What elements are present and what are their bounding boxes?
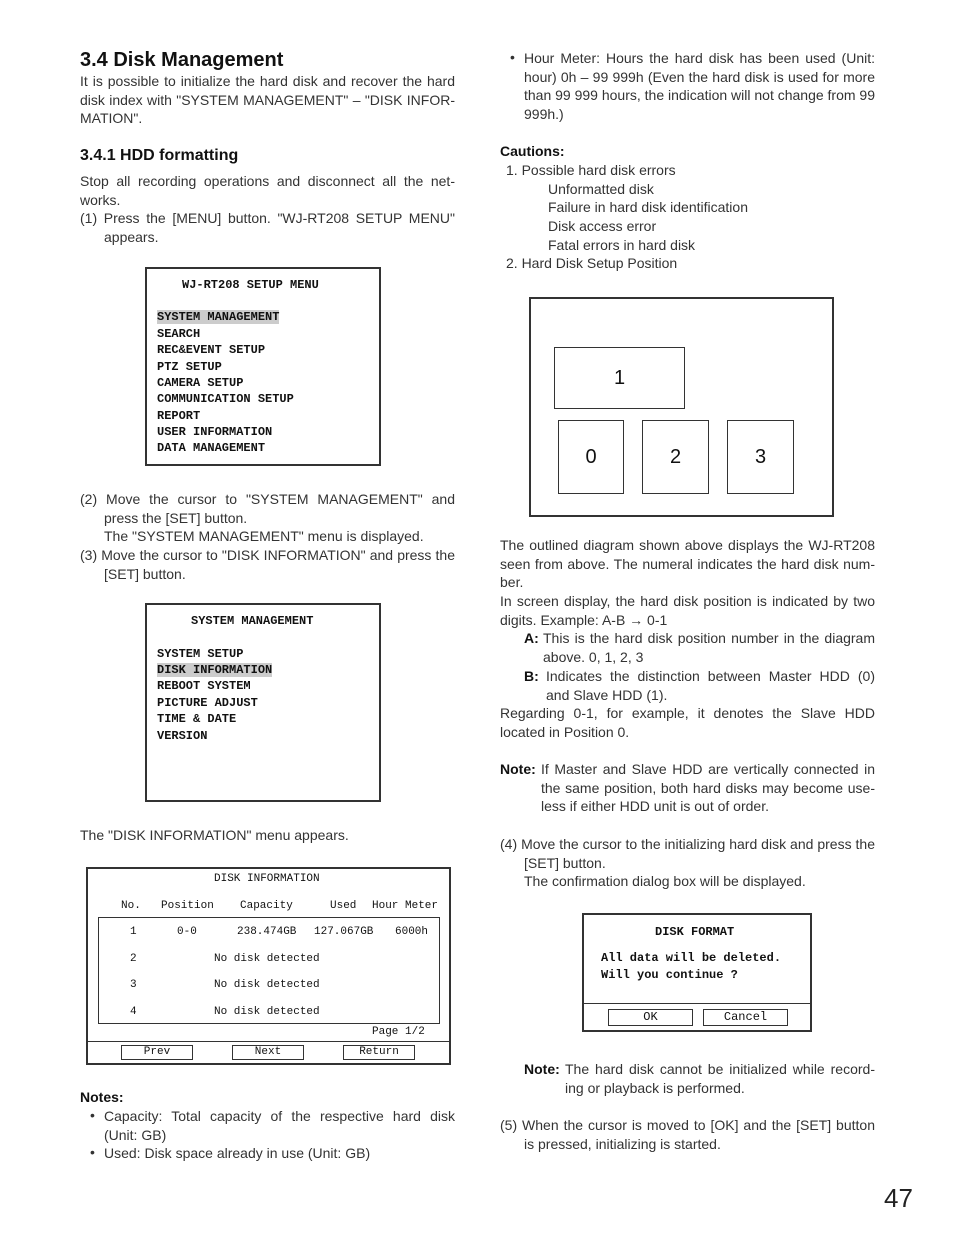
screen-display-text: In screen display, the hard disk position is indicated by two digits. Example: A-B → 0-1 [500,593,875,628]
step-4: (4) Move the cursor to the initializing hard disk and press the [SET] button. [500,836,875,871]
row-no: 4 [130,1006,137,1018]
menu-item-ptz-setup[interactable]: PTZ SETUP [157,360,222,374]
menu-item-rec-event-setup[interactable]: REC&EVENT SETUP [157,343,266,357]
menu-item-data-management[interactable]: DATA MANAGEMENT [157,441,266,455]
col-header-hour-meter: Hour Meter [372,900,439,912]
hdd-position-0: 0 [558,420,624,494]
row-position: 0-0 [177,926,197,938]
note-capacity: Capacity: Total capacity of the respective hard disk (Unit: GB) [104,1108,455,1143]
hour-meter-text: Hour Meter: Hours the hard disk has been used (Unit: hour) 0h – 99 999h (Even the hard disk is used for more than 99 999 hours, the indication will not change from 99 999h.) [524,50,876,123]
col-header-no: No. [121,900,141,912]
menu-item-disk-information[interactable]: DISK INFORMATION [157,663,273,677]
caution-2: 2. Hard Disk Setup Position [506,255,678,271]
subsection-title: 3.4.1 HDD formatting [80,147,239,164]
row-capacity: 238.474GB [237,926,297,938]
hdd-position-2: 2 [642,420,709,494]
notes-heading: Notes: [80,1089,124,1105]
error-identification: Failure in hard disk identification [548,199,748,215]
menu-item-system-setup[interactable]: SYSTEM SETUP [157,647,244,661]
step-5: (5) When the cursor is moved to [OK] and the [SET] button is pressed, initializing is started. [500,1117,875,1152]
menu-item-search[interactable]: SEARCH [157,327,201,341]
menu-item-communication-setup[interactable]: COMMUNICATION SETUP [157,392,294,406]
menu-item-picture-adjust[interactable]: PICTURE ADJUST [157,696,258,710]
divider [584,1003,810,1004]
menu-item-time-date[interactable]: TIME & DATE [157,712,237,726]
system-menu-title: SYSTEM MANAGEMENT [191,614,314,628]
setup-menu-box [145,267,381,466]
row-used: 127.067GB [314,926,374,938]
system-menu-box [145,603,381,802]
dialog-message-1: All data will be deleted. [601,951,782,965]
disk-format-dialog [582,913,812,1032]
stop-text: Stop all recording operations and disconnect all the net-works. [80,173,455,208]
step-1: (1) Press the [MENU] button. "WJ-RT208 SETUP MENU" appears. [80,210,455,245]
b-label: B: [524,668,539,684]
row-no: 1 [130,926,137,938]
table-row[interactable] [99,1006,439,1020]
table-row[interactable] [99,979,439,993]
bullet-icon: • [90,1144,95,1160]
error-fatal: Fatal errors in hard disk [548,237,696,253]
row-status: No disk detected [214,1006,320,1018]
dialog-message-2: Will you continue ? [601,968,738,982]
intro-text: It is possible to initialize the hard disk and recover the hard disk index with "SYSTEM MANAGEMENT" – "DISK INFOR-MATION". [80,73,455,127]
bullet-icon: • [90,1107,95,1123]
error-access: Disk access error [548,218,657,234]
step-4-result: The confirmation dialog box will be displayed. [524,873,806,889]
b-text: Indicates the distinction between Master HDD (0) and Slave HDD (1). [546,668,875,703]
a-label: A: [524,630,539,646]
row-no: 2 [130,953,137,965]
page-number: 47 [884,1183,913,1213]
next-button[interactable]: Next [232,1045,304,1060]
menu-item-camera-setup[interactable]: CAMERA SETUP [157,376,244,390]
bullet-icon: • [510,49,515,65]
section-title: 3.4 Disk Management [80,49,284,71]
setup-menu-title: WJ-RT208 SETUP MENU [182,278,319,292]
divider [88,1041,449,1042]
hdd-position-1: 1 [554,347,685,409]
row-status: No disk detected [214,979,320,991]
menu-item-version[interactable]: VERSION [157,729,208,743]
note2-text: The hard disk cannot be initialized while record-ing or playback is performed. [565,1061,875,1096]
a-text: This is the hard disk position number in the diagram above. 0, 1, 2, 3 [543,630,875,665]
menu-item-system-management[interactable]: SYSTEM MANAGEMENT [157,310,280,324]
caution-1: 1. Possible hard disk errors [506,162,676,178]
table-row[interactable] [99,926,439,940]
disk-info-appears-text: The "DISK INFORMATION" menu appears. [80,827,349,843]
step-3: (3) Move the cursor to "DISK INFORMATION" and press the [SET] button. [80,547,455,582]
hdd-position-3: 3 [727,420,794,494]
step-2-result: The "SYSTEM MANAGEMENT" menu is displayed. [104,528,424,544]
hdd-position-diagram [529,297,834,517]
regarding-text: Regarding 0-1, for example, it denotes the Slave HDD located in Position 0. [500,705,875,740]
disk-info-screen [86,867,451,1065]
error-unformatted: Unformatted disk [548,181,654,197]
disk-info-title: DISK INFORMATION [214,873,320,885]
cautions-heading: Cautions: [500,143,565,159]
step-2: (2) Move the cursor to "SYSTEM MANAGEMENT" and press the [SET] button. [80,491,455,526]
note-used: Used: Disk space already in use (Unit: GB) [104,1145,371,1161]
note-text: If Master and Slave HDD are vertically connected in the same position, both hard disks may become use-less if either HDD unit is out of order. [541,761,875,815]
cancel-button[interactable]: Cancel [703,1009,788,1026]
prev-button[interactable]: Prev [121,1045,193,1060]
page-indicator: Page 1/2 [372,1026,425,1038]
menu-item-reboot-system[interactable]: REBOOT SYSTEM [157,679,251,693]
menu-item-report[interactable]: REPORT [157,409,201,423]
menu-item-user-information[interactable]: USER INFORMATION [157,425,273,439]
col-header-position: Position [161,900,214,912]
note2-label: Note: [524,1061,560,1077]
disk-list [98,917,440,1024]
row-no: 3 [130,979,137,991]
note-label: Note: [500,761,536,777]
col-header-capacity: Capacity [240,900,293,912]
diagram-description: The outlined diagram shown above displays the WJ-RT208 seen from above. The numeral indicates the hard disk num-ber. [500,537,875,591]
row-hour: 6000h [395,926,429,938]
return-button[interactable]: Return [343,1045,415,1060]
row-status: No disk detected [214,953,320,965]
dialog-title: DISK FORMAT [655,925,735,939]
table-row[interactable] [99,953,439,967]
col-header-used: Used [330,900,357,912]
ok-button[interactable]: OK [608,1009,693,1026]
